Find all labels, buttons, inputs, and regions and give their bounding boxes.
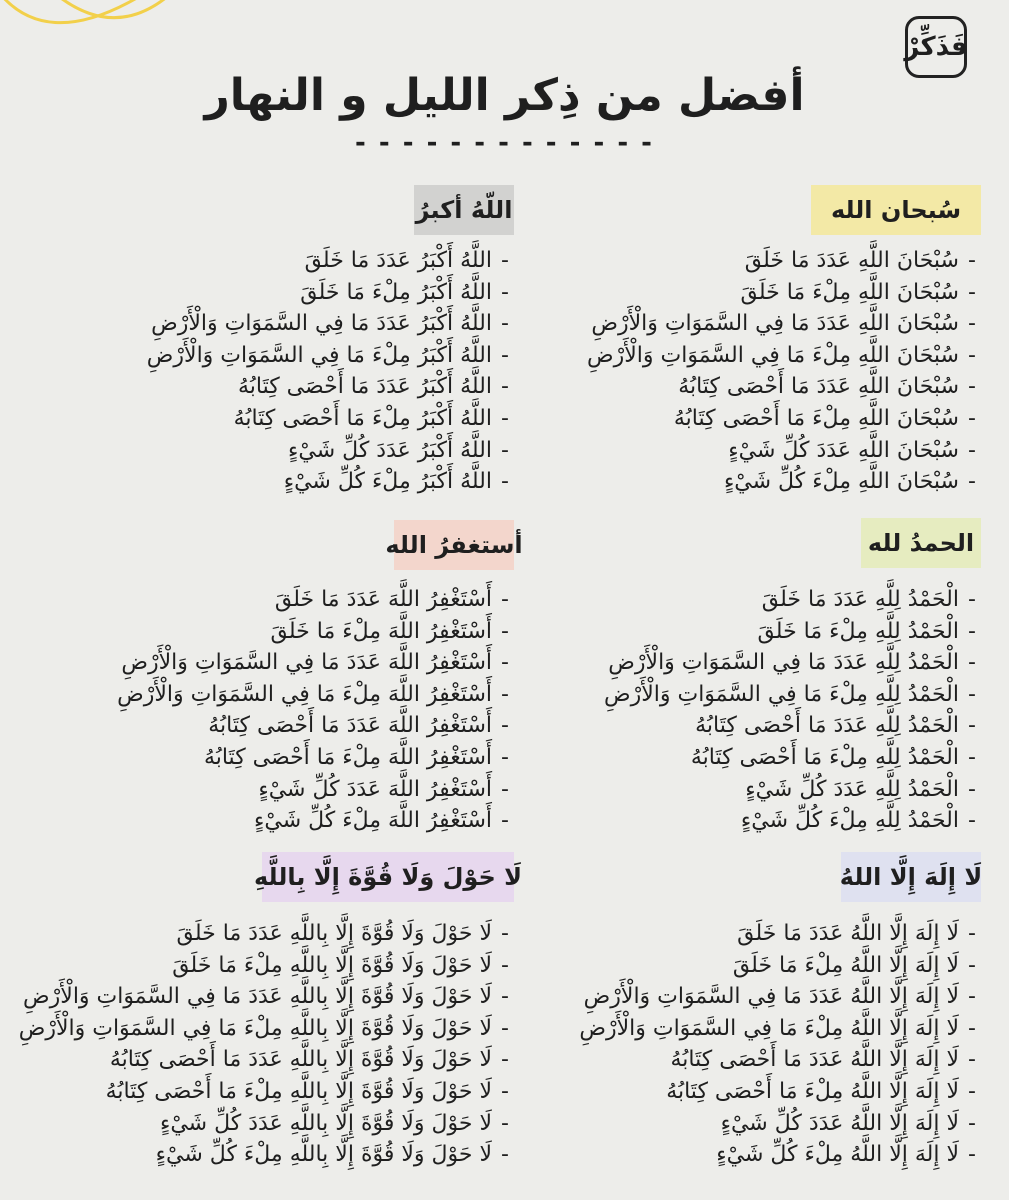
dhikr-text: أَسْتَغْفِرُ اللَّهَ عَدَدَ مَا أَحْصَى كِتَابُهُ [208,713,492,739]
dhikr-line [531,918,981,950]
dhikr-line [531,950,981,982]
dhikr-text: أَسْتَغْفِرُ اللَّهَ عَدَدَ مَا فِي السَّمَوَاتِ وَالْأَرْضِ [121,650,492,676]
heading-text: اللّهُ أكبرُ [415,196,513,224]
dhikr-line [531,435,981,467]
section-heading-hawqala [253,852,523,902]
heading-text: لَا إِلَهَ إِلَّا اللهُ [839,863,983,891]
dhikr-line [44,647,514,679]
logo-badge [905,16,967,78]
bullet-dash: - [968,808,976,834]
bullet-dash: - [968,984,976,1010]
bullet-dash: - [501,1078,509,1104]
dhikr-line [44,679,514,711]
dhikr-text: أَسْتَغْفِرُ اللَّهَ عَدَدَ مَا خَلَقَ [274,587,492,612]
section-heading-istighfar [385,520,523,570]
decorative-arcs [0,0,180,70]
dhikr-text: أَسْتَغْفِرُ اللَّهَ مِلْءَ مَا أَحْصَى كِتَابُهُ [203,744,492,770]
section-heading-tahlil [841,852,981,902]
dhikr-list-istighfar [44,584,514,837]
dhikr-text: لَا إِلَهَ إِلَّا اللَّهُ مِلْءَ مَا أَحْصَى كِتَابُهُ [666,1078,959,1104]
dhikr-line [44,742,514,774]
bullet-dash: - [501,681,509,707]
dhikr-line [531,277,981,309]
bullet-dash: - [501,650,509,676]
heading-text: سُبحان الله [830,196,962,224]
dhikr-text: اللَّهُ أَكْبَرُ مِلْءَ مَا أَحْصَى كِتَابُهُ [233,405,492,431]
bullet-dash: - [501,713,509,739]
dhikr-text: لَا إِلَهَ إِلَّا اللَّهُ مِلْءَ مَا فِي السَّمَوَاتِ وَالْأَرْضِ [579,1015,959,1041]
dhikr-line [531,742,981,774]
dhikr-list-hamd [531,584,981,837]
dhikr-line [531,371,981,403]
bullet-dash: - [968,279,976,305]
dhikr-text: اللَّهُ أَكْبَرُ عَدَدَ مَا فِي السَّمَوَاتِ وَالْأَرْضِ [151,311,492,337]
heading-text: لَا حَوْلَ وَلَا قُوَّةَ إِلَّا بِاللَّهِ [253,863,523,891]
section-heading-subhan [811,185,981,235]
dhikr-text: لَا إِلَهَ إِلَّا اللَّهُ مِلْءَ مَا خَلَقَ [732,952,959,978]
bullet-dash: - [501,311,509,337]
dhikr-text: لَا حَوْلَ وَلَا قُوَّةَ إِلَّا بِاللَّهِ مِلْءَ مَا خَلَقَ [172,952,492,978]
dhikr-line [34,1044,514,1076]
bullet-dash: - [968,1142,976,1168]
bullet-dash: - [968,437,976,463]
dhikr-text: اللَّهُ أَكْبَرُ عَدَدَ مَا أَحْصَى كِتَابُهُ [237,374,492,400]
bullet-dash: - [968,1078,976,1104]
bullet-dash: - [501,279,509,305]
dhikr-text: سُبْحَانَ اللَّهِ عَدَدَ مَا فِي السَّمَوَاتِ وَالْأَرْضِ [591,311,959,337]
dhikr-line [531,584,981,616]
dhikr-line [531,1139,981,1171]
dhikr-text: لَا إِلَهَ إِلَّا اللَّهُ عَدَدَ كُلِّ شَيْءٍ [720,1110,959,1136]
dhikr-text: سُبْحَانَ اللَّهِ مِلْءَ كُلِّ شَيْءٍ [723,469,959,495]
bullet-dash: - [968,374,976,400]
dhikr-line [34,1108,514,1140]
bullet-dash: - [501,921,509,946]
bullet-dash: - [501,952,509,978]
dhikr-text: سُبْحَانَ اللَّهِ عَدَدَ مَا خَلَقَ [744,248,959,273]
heading-text: الحمدُ لله [867,529,975,557]
section-heading-akbar [414,185,514,235]
bullet-dash: - [501,1142,509,1168]
bullet-dash: - [501,744,509,770]
dhikr-text: الْحَمْدُ لِلَّهِ مِلْءَ كُلِّ شَيْءٍ [740,808,959,834]
dhikr-list-hawqala [18,918,514,1171]
dhikr-line [531,1076,981,1108]
heading-text: أستغفرُ الله [385,531,523,559]
bullet-dash: - [968,681,976,707]
dhikr-line [18,1013,514,1045]
bullet-dash: - [501,342,509,368]
dhikr-text: الْحَمْدُ لِلَّهِ عَدَدَ مَا فِي السَّمَوَاتِ وَالْأَرْضِ [608,650,959,676]
bullet-dash: - [501,587,509,612]
dhikr-line [44,805,514,837]
dhikr-text: لَا حَوْلَ وَلَا قُوَّةَ إِلَّا بِاللَّهِ عَدَدَ كُلِّ شَيْءٍ [159,1110,492,1136]
dhikr-text: الْحَمْدُ لِلَّهِ مِلْءَ مَا خَلَقَ [757,618,959,644]
dhikr-line [44,371,514,403]
dhikr-line [44,245,514,277]
dhikr-line [531,710,981,742]
bullet-dash: - [968,469,976,495]
bullet-dash: - [501,618,509,644]
dhikr-text: اللَّهُ أَكْبَرُ مِلْءَ مَا خَلَقَ [300,279,492,305]
dhikr-text: أَسْتَغْفِرُ اللَّهَ مِلْءَ مَا فِي السَّمَوَاتِ وَالْأَرْضِ [117,681,492,707]
dhikr-text: سُبْحَانَ اللَّهِ عَدَدَ مَا أَحْصَى كِتَابُهُ [678,374,959,400]
bullet-dash: - [968,311,976,337]
dhikr-line [531,1044,981,1076]
dhikr-text: سُبْحَانَ اللَّهِ مِلْءَ مَا أَحْصَى كِتَابُهُ [673,405,959,431]
dhikr-line [531,245,981,277]
page-title: أفضل من ذِكر الليل و النهار [204,70,805,121]
dhikr-line [44,616,514,648]
dhikr-text: لَا حَوْلَ وَلَا قُوَّةَ إِلَّا بِاللَّهِ عَدَدَ مَا خَلَقَ [176,921,492,946]
section-heading-hamd [861,518,981,568]
dhikr-line [531,774,981,806]
dhikr-text: الْحَمْدُ لِلَّهِ مِلْءَ مَا أَحْصَى كِتَابُهُ [690,744,959,770]
dhikr-text: اللَّهُ أَكْبَرُ عَدَدَ مَا خَلَقَ [304,248,492,273]
bullet-dash: - [501,1015,509,1041]
dhikr-line [531,805,981,837]
dhikr-text: اللَّهُ أَكْبَرُ عَدَدَ كُلِّ شَيْءٍ [288,437,492,463]
bullet-dash: - [501,984,509,1010]
dhikr-text: لَا إِلَهَ إِلَّا اللَّهُ مِلْءَ كُلِّ شَيْءٍ [716,1142,959,1168]
bullet-dash: - [968,587,976,612]
bullet-dash: - [501,248,509,273]
dhikr-line [44,584,514,616]
dhikr-text: اللَّهُ أَكْبَرُ مِلْءَ مَا فِي السَّمَوَاتِ وَالْأَرْضِ [146,342,492,368]
title-divider: - - - - - - - - - - - - - [355,128,654,158]
bullet-dash: - [501,437,509,463]
bullet-dash: - [501,808,509,834]
dhikr-line [34,1076,514,1108]
dhikr-text: لَا حَوْلَ وَلَا قُوَّةَ إِلَّا بِاللَّهِ مِلْءَ كُلِّ شَيْءٍ [155,1142,492,1168]
dhikr-text: أَسْتَغْفِرُ اللَّهَ مِلْءَ مَا خَلَقَ [270,618,492,644]
dhikr-list-akbar [44,245,514,498]
bullet-dash: - [968,921,976,946]
dhikr-text: أَسْتَغْفِرُ اللَّهَ مِلْءَ كُلِّ شَيْءٍ [254,808,492,834]
dhikr-line [44,308,514,340]
dhikr-text: سُبْحَانَ اللَّهِ مِلْءَ مَا فِي السَّمَوَاتِ وَالْأَرْضِ [587,342,959,368]
dhikr-line [34,950,514,982]
bullet-dash: - [968,744,976,770]
dhikr-text: لَا حَوْلَ وَلَا قُوَّةَ إِلَّا بِاللَّهِ مِلْءَ مَا أَحْصَى كِتَابُهُ [105,1078,492,1104]
bullet-dash: - [501,1110,509,1136]
bullet-dash: - [968,1047,976,1073]
bullet-dash: - [968,650,976,676]
dhikr-text: اللَّهُ أَكْبَرُ مِلْءَ كُلِّ شَيْءٍ [283,469,492,495]
dhikr-line [34,918,514,950]
dhikr-text: الْحَمْدُ لِلَّهِ عَدَدَ مَا أَحْصَى كِتَابُهُ [695,713,959,739]
dhikr-text: لَا إِلَهَ إِلَّا اللَّهُ عَدَدَ مَا فِي السَّمَوَاتِ وَالْأَرْضِ [583,984,959,1010]
dhikr-text: لَا حَوْلَ وَلَا قُوَّةَ إِلَّا بِاللَّهِ مِلْءَ مَا فِي السَّمَوَاتِ وَالْأَرْضِ [18,1015,492,1041]
dhikr-line [44,710,514,742]
dhikr-line [44,340,514,372]
dhikr-text: سُبْحَانَ اللَّهِ مِلْءَ مَا خَلَقَ [740,279,959,305]
bullet-dash: - [968,342,976,368]
dhikr-line [531,616,981,648]
bullet-dash: - [968,776,976,802]
dhikr-text: لَا حَوْلَ وَلَا قُوَّةَ إِلَّا بِاللَّهِ عَدَدَ مَا أَحْصَى كِتَابُهُ [109,1047,492,1073]
bullet-dash: - [501,374,509,400]
dhikr-line [531,1108,981,1140]
bullet-dash: - [968,952,976,978]
bullet-dash: - [968,405,976,431]
bullet-dash: - [501,469,509,495]
dhikr-line [44,403,514,435]
bullet-dash: - [501,405,509,431]
bullet-dash: - [968,618,976,644]
dhikr-text: لَا إِلَهَ إِلَّا اللَّهُ عَدَدَ مَا أَحْصَى كِتَابُهُ [670,1047,959,1073]
logo-text: فَذَكِّرْ [904,32,968,62]
dhikr-text: الْحَمْدُ لِلَّهِ عَدَدَ كُلِّ شَيْءٍ [745,776,959,802]
dhikr-line [531,308,981,340]
dhikr-line [531,981,981,1013]
dhikr-text: سُبْحَانَ اللَّهِ عَدَدَ كُلِّ شَيْءٍ [728,437,959,463]
dhikr-line [44,277,514,309]
dhikr-text: الْحَمْدُ لِلَّهِ عَدَدَ مَا خَلَقَ [761,587,959,612]
dhikr-line [44,774,514,806]
bullet-dash: - [968,713,976,739]
dhikr-line [531,403,981,435]
dhikr-list-subhan [531,245,981,498]
dhikr-line [531,647,981,679]
dhikr-line [44,466,514,498]
bullet-dash: - [501,1047,509,1073]
dhikr-text: أَسْتَغْفِرُ اللَّهَ عَدَدَ كُلِّ شَيْءٍ [258,776,492,802]
bullet-dash: - [968,1015,976,1041]
dhikr-line [23,981,514,1013]
dhikr-text: لَا حَوْلَ وَلَا قُوَّةَ إِلَّا بِاللَّهِ عَدَدَ مَا فِي السَّمَوَاتِ وَالْأَرْضِ [23,984,492,1010]
dhikr-text: الْحَمْدُ لِلَّهِ مِلْءَ مَا فِي السَّمَوَاتِ وَالْأَرْضِ [603,681,959,707]
dhikr-text: لَا إِلَهَ إِلَّا اللَّهُ عَدَدَ مَا خَلَقَ [737,921,959,946]
dhikr-line [531,679,981,711]
dhikr-line [34,1139,514,1171]
dhikr-line [44,435,514,467]
bullet-dash: - [968,248,976,273]
dhikr-list-tahlil [531,918,981,1171]
dhikr-line [531,466,981,498]
dhikr-line [531,340,981,372]
dhikr-line [531,1013,981,1045]
bullet-dash: - [968,1110,976,1136]
bullet-dash: - [501,776,509,802]
